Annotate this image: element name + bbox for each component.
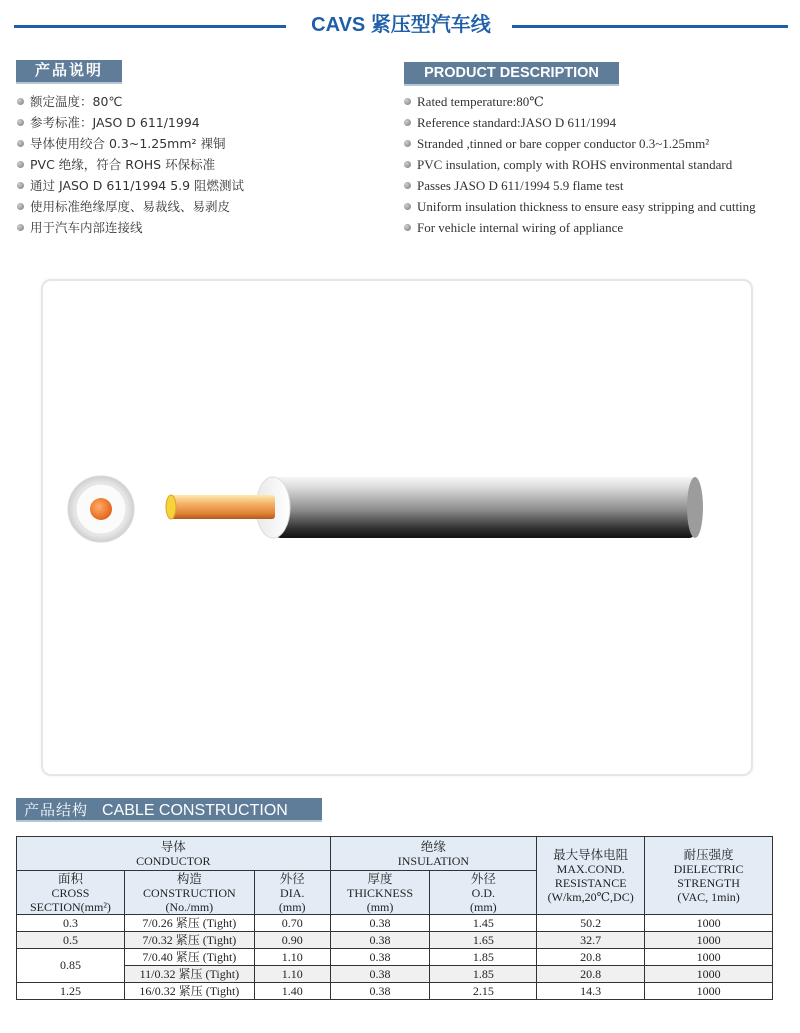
- title-rule-left: [14, 25, 286, 28]
- bullet-icon: [17, 140, 24, 147]
- feature-text: 额定温度：80℃: [30, 94, 123, 109]
- list-item: [403, 112, 756, 133]
- title-rule-right: [512, 25, 788, 28]
- dielectric-cell: 1000: [645, 915, 773, 932]
- construction-header: [16, 798, 322, 822]
- dia-header: [254, 871, 330, 915]
- list-item: [16, 217, 244, 238]
- header-cn: 耐压强度: [683, 846, 734, 862]
- table-row: [17, 949, 773, 966]
- header-cn: 导体: [160, 838, 186, 854]
- thickness-cell: 0.38: [330, 915, 430, 932]
- header-unit: (W/km,20℃,DC): [547, 889, 634, 904]
- resistance-header: [537, 837, 645, 915]
- resistance-cell: 32.7: [537, 932, 645, 949]
- list-item: [403, 133, 756, 154]
- thickness-cell: 0.38: [330, 966, 430, 983]
- header-cn: 构造: [176, 870, 202, 886]
- cable-side-view: [166, 477, 703, 538]
- feature-text: 使用标准绝缘厚度、易裁线、易剥皮: [30, 199, 231, 214]
- od-cell: 2.15: [430, 983, 537, 1000]
- resistance-cell: 20.8: [537, 949, 645, 966]
- table-row: [17, 915, 773, 932]
- thickness-header: [330, 871, 430, 915]
- header-cn: 面积: [57, 870, 83, 886]
- header-en: O.D.: [471, 885, 496, 900]
- construction-cell: 7/0.26 紧压 (Tight): [124, 915, 254, 932]
- feature-text: 通过 JASO D 611/1994 5.9 阻燃测试: [30, 178, 245, 193]
- resistance-cell: 50.2: [537, 915, 645, 932]
- od-cell: 1.65: [430, 932, 537, 949]
- bullet-icon: [17, 224, 24, 231]
- page-title: CAVS 紧压型汽车线: [311, 14, 491, 36]
- dielectric-cell: 1000: [645, 983, 773, 1000]
- header-en: DIA.: [280, 885, 305, 900]
- thickness-cell: 0.38: [330, 983, 430, 1000]
- header-en: INSULATION: [397, 853, 470, 868]
- od-cell: 1.45: [430, 915, 537, 932]
- construction-header-en: CABLE CONSTRUCTION: [102, 802, 288, 819]
- list-item: [16, 154, 244, 175]
- feature-text: Uniform insulation thickness to ensure easy stripping and cutting: [417, 199, 756, 214]
- bullet-icon: [404, 119, 411, 126]
- area-cell: 0.5: [17, 932, 125, 949]
- feature-text: Passes JASO D 611/1994 5.9 flame test: [417, 178, 624, 193]
- thickness-cell: 0.38: [330, 932, 430, 949]
- bullet-icon: [404, 98, 411, 105]
- feature-text: PVC insulation, comply with ROHS environmental standard: [417, 157, 733, 172]
- dielectric-header: [645, 837, 773, 915]
- construction-cell: 16/0.32 紧压 (Tight): [124, 983, 254, 1000]
- header-unit: (mm): [278, 899, 306, 914]
- od-cell: 1.85: [430, 949, 537, 966]
- feature-text: For vehicle internal wiring of appliance: [417, 220, 624, 235]
- area-cell: 1.25: [17, 983, 125, 1000]
- bullet-icon: [404, 182, 411, 189]
- header-cn: 绝缘: [420, 838, 446, 854]
- bullet-icon: [404, 161, 411, 168]
- header-en: CONSTRUCTION: [143, 885, 236, 900]
- od-header: [430, 871, 537, 915]
- list-item: [16, 175, 244, 196]
- header-unit: (mm): [470, 899, 497, 914]
- header-unit: (VAC, 1min): [677, 889, 740, 904]
- en-description-header: PRODUCT DESCRIPTION: [404, 62, 619, 86]
- bullet-icon: [404, 140, 411, 147]
- header-en: CROSS: [51, 885, 90, 900]
- header-cn: 厚度: [367, 870, 393, 886]
- construction-table: [16, 836, 773, 1000]
- list-item: [403, 175, 756, 196]
- construction-cell: 7/0.32 紧压 (Tight): [124, 932, 254, 949]
- list-item: [403, 217, 756, 238]
- dia-cell: 0.70: [254, 915, 330, 932]
- od-cell: 1.85: [430, 966, 537, 983]
- resistance-cell: 20.8: [537, 966, 645, 983]
- cn-feature-list: [16, 91, 244, 238]
- list-item: [16, 133, 244, 154]
- construction-col-header: [124, 871, 254, 915]
- area-cell: 0.85: [17, 949, 125, 983]
- feature-text: Stranded ,tinned or bare copper conductor 0.3~1.25mm²: [417, 136, 710, 151]
- dielectric-cell: 1000: [645, 949, 773, 966]
- header-en: RESISTANCE: [554, 875, 627, 890]
- area-header: [17, 871, 125, 915]
- resistance-cell: 14.3: [537, 983, 645, 1000]
- header-cn: 最大导体电阻: [553, 846, 629, 862]
- list-item: [403, 91, 756, 112]
- bullet-icon: [404, 203, 411, 210]
- dia-cell: 1.40: [254, 983, 330, 1000]
- list-item: [403, 154, 756, 175]
- thickness-cell: 0.38: [330, 949, 430, 966]
- header-en: CONDUCTOR: [136, 853, 211, 868]
- header-en: STRENGTH: [677, 875, 740, 890]
- product-image-panel: [41, 279, 753, 776]
- bullet-icon: [17, 119, 24, 126]
- table-row: [17, 983, 773, 1000]
- table-row: [17, 932, 773, 949]
- feature-text: Rated temperature:80℃: [417, 94, 544, 109]
- header-en: DIELECTRIC: [673, 861, 744, 876]
- cable-illustration: [43, 281, 751, 774]
- dia-cell: 0.90: [254, 932, 330, 949]
- area-cell: 0.3: [17, 915, 125, 932]
- dielectric-cell: 1000: [645, 932, 773, 949]
- title-bar: [0, 10, 800, 40]
- feature-text: 参考标准：JASO D 611/1994: [30, 115, 200, 130]
- header-cn: 外径: [470, 870, 496, 886]
- bullet-icon: [17, 203, 24, 210]
- list-item: [403, 196, 756, 217]
- conductor-group-header: [17, 837, 331, 871]
- feature-text: PVC 绝缘，符合 ROHS 环保标准: [30, 157, 216, 172]
- header-en: MAX.COND.: [556, 861, 625, 876]
- header-en: THICKNESS: [347, 885, 414, 900]
- insulation-group-header: [330, 837, 537, 871]
- cable-cross-section: [68, 476, 134, 542]
- dielectric-cell: 1000: [645, 966, 773, 983]
- cn-description-header: 产品说明: [16, 60, 122, 84]
- header-en: SECTION(mm²): [29, 899, 111, 914]
- dia-cell: 1.10: [254, 966, 330, 983]
- header-unit: (No./mm): [165, 899, 214, 914]
- bullet-icon: [17, 182, 24, 189]
- en-feature-list: [403, 91, 756, 238]
- bullet-icon: [17, 161, 24, 168]
- list-item: [16, 91, 244, 112]
- construction-cell: 7/0.40 紧压 (Tight): [124, 949, 254, 966]
- bullet-icon: [404, 224, 411, 231]
- construction-cell: 11/0.32 紧压 (Tight): [124, 966, 254, 983]
- list-item: [16, 196, 244, 217]
- dia-cell: 1.10: [254, 949, 330, 966]
- feature-text: Reference standard:JASO D 611/1994: [417, 115, 617, 130]
- feature-text: 导体使用绞合 0.3~1.25mm² 裸铜: [30, 136, 226, 151]
- construction-header-cn: 产品结构: [24, 801, 89, 819]
- header-unit: (mm): [366, 899, 394, 914]
- feature-text: 用于汽车内部连接线: [30, 220, 143, 235]
- bullet-icon: [17, 98, 24, 105]
- list-item: [16, 112, 244, 133]
- header-cn: 外径: [279, 870, 305, 886]
- table-row: [17, 966, 773, 983]
